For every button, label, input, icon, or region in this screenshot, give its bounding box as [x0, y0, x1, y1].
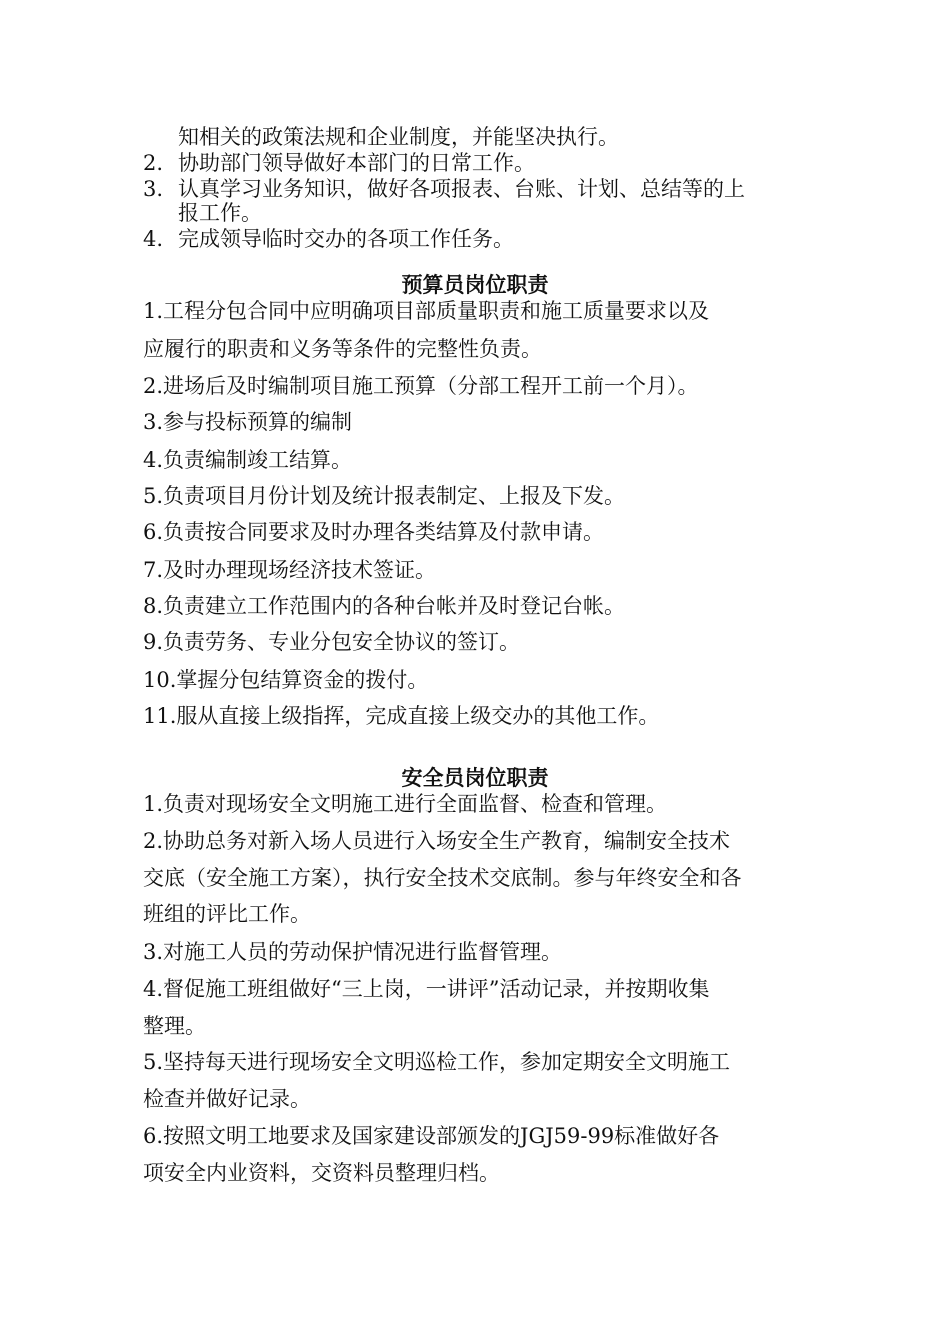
budget-line: 10.掌握分包结算资金的拨付。: [143, 668, 429, 692]
safety-line: 班组的评比工作。: [143, 902, 311, 926]
safety-line: 项安全内业资料，交资料员整理归档。: [143, 1161, 500, 1185]
section-title-budget: 预算员岗位职责: [401, 272, 549, 297]
intro-item-number: 2.: [143, 151, 164, 175]
intro-item-number: 3.: [143, 177, 164, 201]
safety-line: 4.督促施工班组做好“三上岗，一讲评”活动记录，并按期收集: [143, 977, 710, 1001]
safety-line: 5.坚持每天进行现场安全文明巡检工作，参加定期安全文明施工: [143, 1050, 731, 1074]
intro-item-text: 认真学习业务知识，做好各项报表、台账、计划、总结等的上: [178, 177, 745, 201]
intro-item-number: 4.: [143, 227, 164, 251]
budget-line: 2.进场后及时编制项目施工预算（分部工程开工前一个月）。: [143, 374, 699, 398]
intro-item-text: 协助部门领导做好本部门的日常工作。: [178, 151, 535, 175]
intro-item-text: 报工作。: [178, 201, 262, 225]
safety-line: 整理。: [143, 1014, 206, 1038]
safety-line: 6.按照文明工地要求及国家建设部颁发的JGJ59-99标准做好各: [143, 1124, 720, 1148]
budget-line: 9.负责劳务、专业分包安全协议的签订。: [143, 630, 521, 654]
budget-line: 8.负责建立工作范围内的各种台帐并及时登记台帐。: [143, 594, 626, 618]
budget-line: 应履行的职责和义务等条件的完整性负责。: [143, 337, 542, 361]
section-title-safety: 安全员岗位职责: [401, 765, 549, 790]
budget-line: 6.负责按合同要求及时办理各类结算及付款申请。: [143, 520, 605, 544]
safety-line: 1.负责对现场安全文明施工进行全面监督、检查和管理。: [143, 792, 668, 816]
budget-line: 3.参与投标预算的编制: [143, 410, 353, 434]
intro-item-text: 完成领导临时交办的各项工作任务。: [178, 227, 514, 251]
budget-line: 7.及时办理现场经济技术签证。: [143, 558, 437, 582]
safety-line: 交底（安全施工方案），执行安全技术交底制。参与年终安全和各: [143, 866, 742, 890]
intro-continuation-line: 知相关的政策法规和企业制度，并能坚决执行。: [178, 125, 619, 149]
safety-line: 2.协助总务对新入场人员进行入场安全生产教育，编制安全技术: [143, 829, 731, 853]
budget-line: 11.服从直接上级指挥，完成直接上级交办的其他工作。: [143, 704, 660, 728]
safety-line: 检查并做好记录。: [143, 1087, 311, 1111]
budget-line: 4.负责编制竣工结算。: [143, 448, 353, 472]
budget-line: 1.工程分包合同中应明确项目部质量职责和施工质量要求以及: [143, 299, 710, 323]
budget-line: 5.负责项目月份计划及统计报表制定、上报及下发。: [143, 484, 626, 508]
safety-line: 3.对施工人员的劳动保护情况进行监督管理。: [143, 940, 563, 964]
